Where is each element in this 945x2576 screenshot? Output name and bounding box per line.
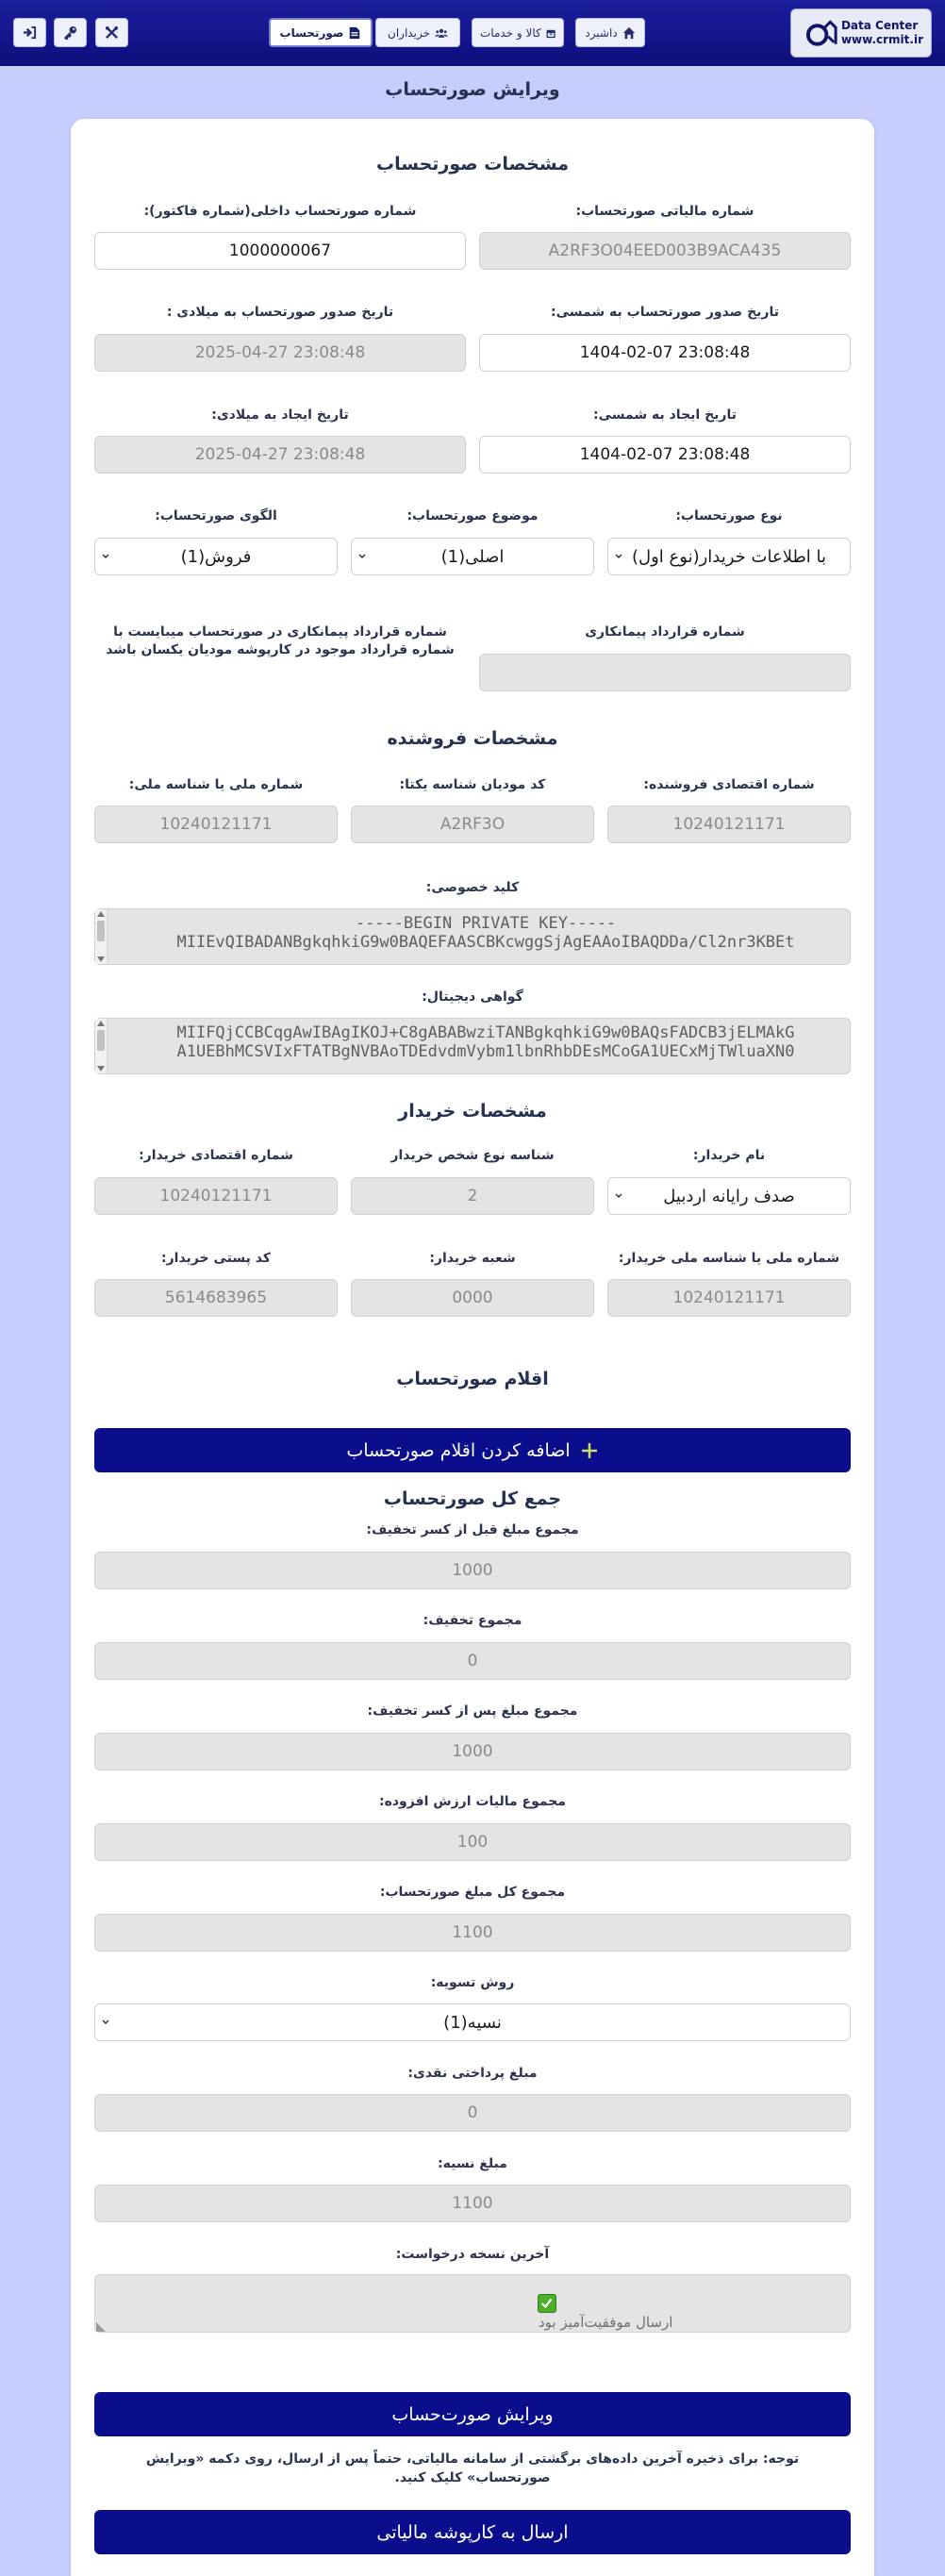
buyer-name-value: صدف رایانه اردبیل [663,1186,795,1206]
buyer-branch-field[interactable]: 0000 [351,1279,594,1317]
buyer-economic-field[interactable]: 10240121171 [94,1177,338,1215]
invoice-pattern-label: الگوی صورتحساب: [155,508,277,524]
nav-dashboard-label: داشبرد [585,25,618,40]
contract-number-label: شماره قرارداد پیمانکاری [585,624,745,640]
invoice-type-label: نوع صورتحساب: [675,508,783,524]
certificate-scrollbar[interactable] [95,1019,108,1073]
invoice-subject-select[interactable] [351,538,594,575]
seller-memory-id-field[interactable]: A2RF3O [351,806,594,843]
internal-number-input[interactable]: 1000000067 [94,232,466,270]
buyer-name-select[interactable] [607,1177,851,1215]
send-to-tax-label: ارسال به کارپوشه مالیاتی [376,2521,569,2543]
logout-icon [23,25,37,40]
brand-logo-icon [804,16,841,50]
scroll-up-icon [97,1021,105,1026]
issue-date-jalali-label: تاریخ صدور صورتحساب به شمسی: [551,305,779,320]
nav-invoice-button[interactable] [269,18,373,47]
cash-payment-field[interactable]: 0 [94,2094,851,2132]
seller-national-label: شماره ملی یا شناسه ملی: [128,777,304,792]
invoice-pattern-value: فروش(1) [180,546,252,567]
nav-buyers-button[interactable] [375,18,460,47]
private-key-scrollbar[interactable] [95,909,108,964]
invoice-subject-label: موضوع صورتحساب: [406,508,539,524]
invoice-pattern-select[interactable] [94,538,338,575]
seller-economic-field[interactable]: 10240121171 [607,806,851,843]
discount-field[interactable]: 0 [94,1642,851,1680]
create-date-jalali-label: تاریخ ایجاد به شمسی: [592,407,738,423]
private-key-label: کلید خصوصی: [425,880,520,895]
buyer-section-title: مشخصات خریدار [398,1101,547,1122]
chevron-down-icon [614,1189,623,1203]
create-date-greg-label: تاریخ ایجاد به میلادی: [211,407,349,423]
issue-date-jalali-input[interactable]: 1404-02-07 23:08:48 [479,334,851,372]
before-discount-label: مجموع مبلغ قبل از کسر تخفیف: [366,1522,579,1537]
logout-button[interactable] [13,18,46,47]
contract-number-field[interactable] [479,654,851,691]
edit-invoice-button[interactable] [94,2392,851,2436]
last-response-label: آخرین نسخه درخواست: [395,2247,550,2262]
chevron-down-icon [101,550,110,563]
certificate-label: گواهی دیجیتال: [422,989,523,1005]
chevron-down-icon [614,550,623,563]
brand-url: www.crmit.ir [840,33,923,46]
items-section-title: اقلام صورتحساب [396,1369,549,1389]
total-amount-field[interactable]: 1100 [94,1914,851,1952]
before-discount-field[interactable]: 1000 [94,1552,851,1589]
cash-payment-label: مبلغ پرداختی نقدی: [407,2066,538,2081]
last-response-text: ارسال موفقیت‌آمیز بود [539,2314,673,2331]
settlement-method-value: نسیه(1) [443,2012,502,2033]
resize-handle-icon[interactable] [96,2322,106,2332]
invoice-subject-value: اصلی(1) [440,546,505,567]
nav-products-label: کالا و خدمات [480,25,541,40]
brand-name: Data Center [840,19,919,32]
tax-number-label: شماره مالیاتی صورتحساب: [575,204,754,219]
check-mark-icon [539,2295,555,2312]
internal-number-label: شماره صورتحساب داخلی(شماره فاکتور): [143,204,417,219]
seller-national-field[interactable]: 10240121171 [94,806,338,843]
buyer-person-type-label: شناسه نوع شخص خریدار [390,1148,555,1163]
tools-button[interactable] [95,18,128,47]
key-button[interactable] [54,18,87,47]
file-invoice-icon [348,26,361,40]
seller-economic-label: شماره اقتصادی فروشنده: [643,777,815,792]
credit-amount-label: مبلغ نسیه: [438,2156,507,2171]
vat-field[interactable]: 100 [94,1823,851,1861]
page-title: ویرایش صورتحساب [385,79,560,100]
chevron-down-icon [101,2016,110,2029]
certificate-textarea[interactable]: MIIFQjCCBCqgAwIBAgIKOJ+C8gABABwziTANBgkqhkiG9w0BAQsFADCB3jELMAkG A1UEBhMCSVIxFTATBgNVBAoTDEdvdmVybm1lbnRhbDEsMCoGA1UECxMjTWluaXN0 [94,1018,851,1074]
create-date-greg-field[interactable]: 2025-04-27 23:08:48 [94,436,466,474]
tax-number-field[interactable]: A2RF3O04EED003B9ACA435 [479,232,851,270]
issue-date-greg-label: تاریخ صدور صورتحساب به میلادی : [166,305,394,320]
add-items-label: اضافه کردن اقلام صورتحساب [346,1439,571,1461]
nav-products-button[interactable] [472,18,564,47]
edit-invoice-label: ویرایش صورت‌حساب [391,2403,554,2425]
seller-memory-id-label: کد مودیان شناسه یکتا: [399,777,546,792]
scroll-thumb[interactable] [97,1030,105,1051]
users-icon [435,26,448,40]
settlement-method-label: روش تسویه: [430,1975,515,1990]
discount-label: مجموع تخفیف: [423,1613,522,1628]
scroll-down-icon [97,1066,105,1072]
scroll-down-icon [97,956,105,962]
box-icon [546,26,555,40]
home-icon [622,26,636,40]
credit-amount-field[interactable]: 1100 [94,2185,851,2222]
nav-invoice-label: صورتحساب [279,25,344,40]
buyer-name-label: نام خریدار: [692,1148,766,1163]
brand-logo-box[interactable] [790,8,932,58]
save-note: توجه: برای ذخیره آخرین داده‌های برگشتی از سامانه مالیاتی، حتماً پس از ارسال، روی دکمه «ویرایش صورتحساب» کلیک کنید. [145,2451,800,2485]
buyer-branch-label: شعبه خریدار: [429,1251,516,1266]
totals-section-title: جمع کل صورتحساب [383,1488,562,1509]
invoice-type-select[interactable] [607,538,851,575]
scroll-up-icon [97,911,105,917]
after-discount-label: مجموع مبلغ پس از کسر تخفیف: [367,1703,578,1719]
nav-dashboard-button[interactable] [575,18,645,47]
settlement-method-select[interactable] [94,2003,851,2041]
buyer-economic-label: شماره اقتصادی خریدار: [139,1148,293,1163]
last-response-textarea[interactable] [94,2274,851,2333]
invoice-type-value: با اطلاعات خریدار(نوع اول) [632,546,826,567]
scroll-thumb[interactable] [97,921,105,941]
seller-section-title: مشخصات فروشنده [387,728,558,749]
create-date-jalali-input[interactable]: 1404-02-07 23:08:48 [479,436,851,474]
issue-date-greg-field[interactable]: 2025-04-27 23:08:48 [94,334,466,372]
add-items-button[interactable] [94,1428,851,1472]
vat-label: مجموع مالیات ارزش افزوده: [379,1794,566,1809]
chevron-down-icon [357,550,367,563]
buyer-postal-field[interactable]: 5614683965 [94,1279,338,1317]
tools-icon [105,25,119,40]
contract-number-note: شماره قرارداد پیمانکاری در صورتحساب میبایست با شماره قرارداد موجود در کارپوشه مودیان یکسان باشد [106,624,455,657]
buyer-postal-label: کد پستی خریدار: [161,1251,271,1266]
private-key-textarea[interactable]: -----BEGIN PRIVATE KEY----- MIIEvQIBADANBgkqhkiG9w0BAQEFAASCBKcwggSjAgEAAoIBAQDDa/Cl2nr3KBEt [94,908,851,965]
check-icon [538,2294,556,2313]
invoice-section-title: مشخصات صورتحساب [376,154,569,175]
buyer-person-type-field[interactable]: 2 [351,1177,594,1215]
total-amount-label: مجموع کل مبلغ صورتحساب: [379,1885,566,1900]
send-to-tax-button[interactable] [94,2510,851,2554]
after-discount-field[interactable]: 1000 [94,1733,851,1770]
buyer-national-label: شماره ملی یا شناسه ملی خریدار: [618,1251,840,1266]
nav-buyers-label: خریداران [388,25,430,40]
buyer-national-field[interactable]: 10240121171 [607,1279,851,1317]
plus-icon [580,1441,599,1460]
top-navbar [0,0,945,66]
key-icon [63,25,77,40]
